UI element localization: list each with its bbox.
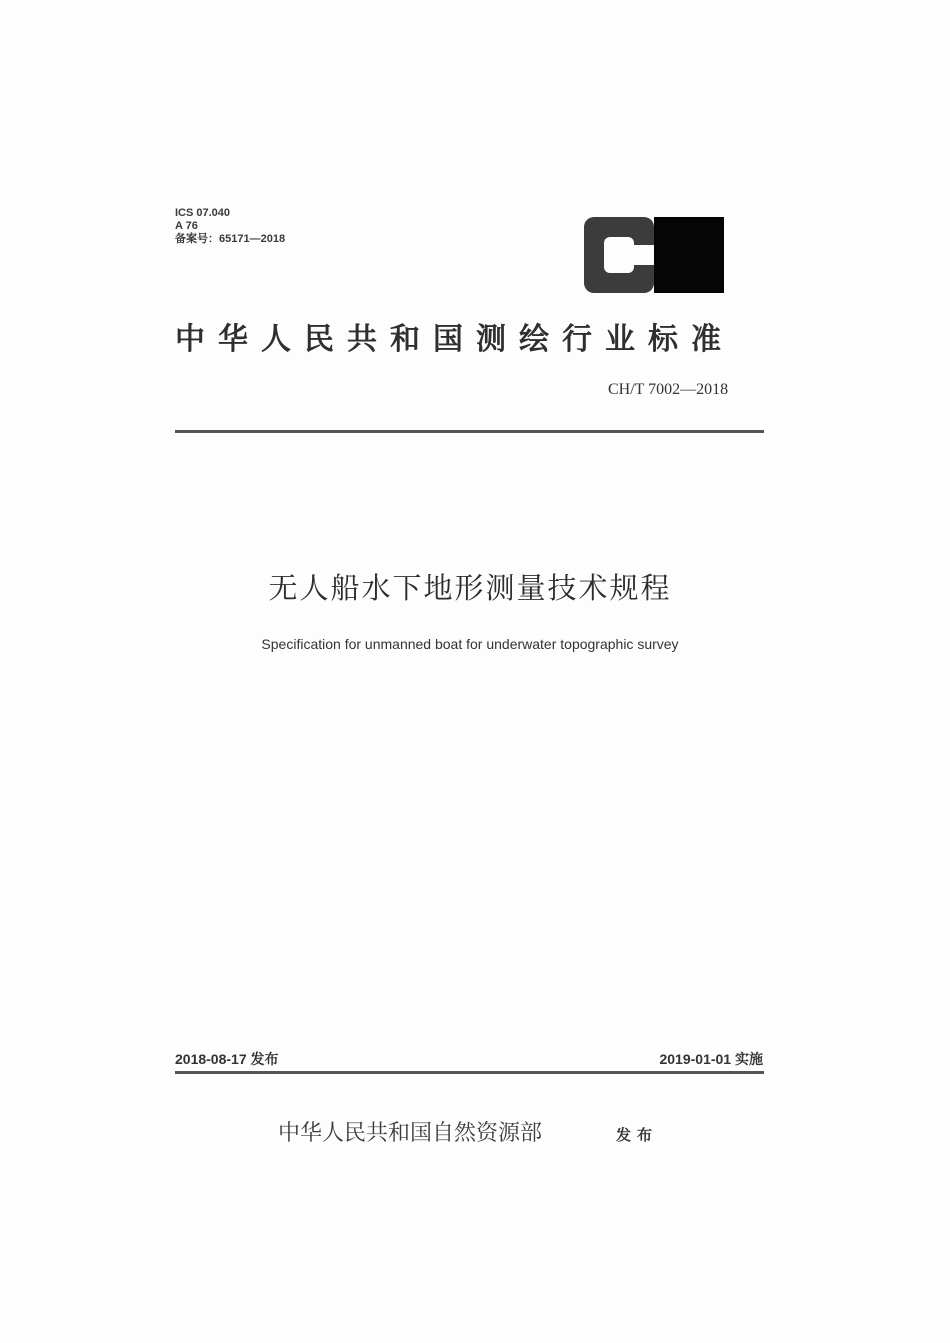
document-title-chinese: 无人船水下地形测量技术规程 <box>268 571 672 605</box>
issue-date: 2018-08-17 发布 <box>175 1051 279 1067</box>
black-block-mark <box>654 217 724 293</box>
ics-code: ICS 07.040 <box>175 207 231 219</box>
issuing-authority: 中华人民共和国自然资源部 <box>278 1121 543 1146</box>
document-title-english: Specification for unmanned boat for underwater topographic survey <box>261 636 679 652</box>
classification-block <box>175 207 285 246</box>
standard-code: CH/T 7002—2018 <box>608 381 729 398</box>
implementation-date: 2019-01-01 实施 <box>659 1051 763 1067</box>
letter-c-mark <box>584 217 654 293</box>
standard-category-logo-icon <box>584 217 724 293</box>
issuing-action: 发布 <box>616 1126 659 1144</box>
bottom-divider <box>175 1071 764 1074</box>
category-code: A 76 <box>175 220 198 232</box>
filing-number: 备案号：65171—2018 <box>175 233 286 245</box>
standard-type-heading: 中华人民共和国测绘行业标准 <box>175 322 734 357</box>
top-divider <box>175 430 764 433</box>
